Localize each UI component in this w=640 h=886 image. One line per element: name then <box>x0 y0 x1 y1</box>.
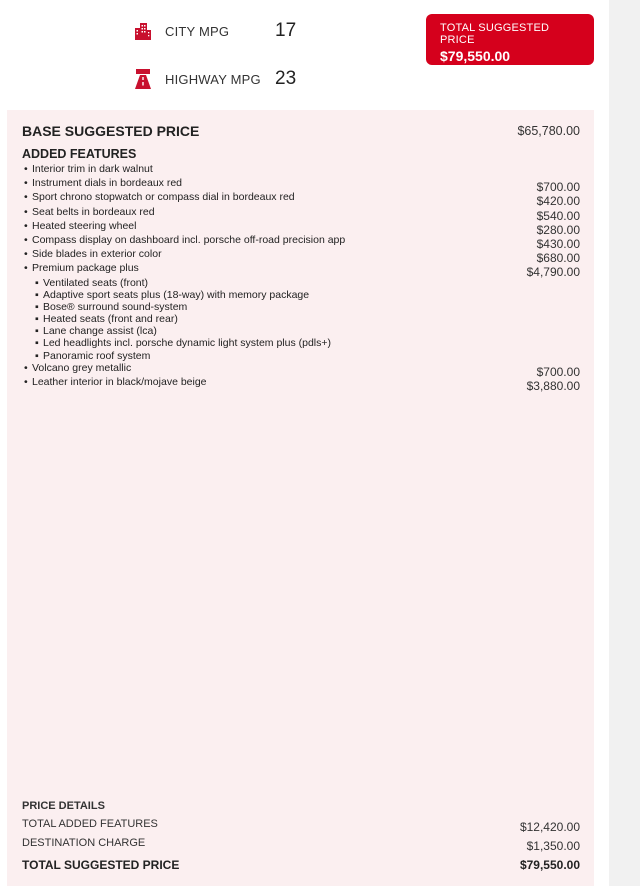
package-sub-item: ▪ Heated seats (front and rear) <box>35 313 178 326</box>
highway-mpg-label: HIGHWAY MPG <box>165 71 261 87</box>
bullet-icon: • <box>24 262 28 275</box>
bullet-icon: ▪ <box>35 349 39 362</box>
feature-item: • Heated steering wheel $280.00 <box>24 219 580 237</box>
bullet-icon: • <box>24 191 28 204</box>
total-added-features-row <box>22 818 580 834</box>
destination-charge-value: $1,350.00 <box>526 839 580 853</box>
highway-mpg-row <box>134 68 297 90</box>
bullet-icon: ▪ <box>35 300 39 313</box>
destination-charge-row <box>22 837 580 853</box>
bullet-icon: • <box>24 163 28 175</box>
feature-item: • Sport chrono stopwatch or compass dial in bordeaux red $420.00 <box>24 191 580 209</box>
price-details-title: PRICE DETAILS <box>22 800 105 812</box>
bullet-icon: ▪ <box>35 337 39 350</box>
package-sub-item: ▪ Led headlights incl. porsche dynamic light system plus (pdls+) <box>35 337 332 350</box>
bullet-icon: ▪ <box>35 276 39 289</box>
bullet-icon: • <box>24 248 28 261</box>
bullet-icon: ▪ <box>35 288 39 301</box>
added-features-list <box>22 163 580 393</box>
feature-item: • Premium package plus $4,790.00 <box>24 262 580 280</box>
package-sub-item: ▪ Bose® surround sound-system <box>35 300 188 313</box>
feature-item: • Leather interior in black/mojave beige $3,880.00 <box>24 376 580 393</box>
feature-item: • Compass display on dashboard incl. porsche off-road precision app $430.00 <box>24 233 580 251</box>
bullet-icon: ▪ <box>35 325 39 338</box>
base-price-label: BASE SUGGESTED PRICE <box>22 123 200 139</box>
feature-item: • Instrument dials in bordeaux red $700.00 <box>24 177 580 195</box>
bullet-icon: • <box>24 219 28 232</box>
city-buildings-icon <box>134 20 152 42</box>
total-badge-value: $79,550.00 <box>440 48 511 64</box>
total-added-features-value: $12,420.00 <box>519 820 580 834</box>
city-mpg-row <box>134 20 297 42</box>
bullet-icon: • <box>24 361 28 374</box>
bullet-icon: • <box>24 233 28 246</box>
added-features-title: ADDED FEATURES <box>22 147 137 161</box>
destination-charge-label: DESTINATION CHARGE <box>22 837 146 849</box>
total-added-features-label: TOTAL ADDED FEATURES <box>22 818 158 830</box>
highway-mpg-value: 23 <box>275 68 297 89</box>
package-sub-item: ▪ Panoramic roof system <box>35 349 151 362</box>
bullet-icon: ▪ <box>35 313 39 326</box>
bullet-icon: • <box>24 376 28 388</box>
price-summary-panel <box>7 110 594 886</box>
feature-item: • Volcano grey metallic $700.00 <box>24 361 580 379</box>
total-suggested-price-badge <box>426 14 594 65</box>
highway-road-icon <box>134 68 152 90</box>
feature-item: • Side blades in exterior color $680.00 <box>24 248 580 266</box>
feature-item: • Interior trim in dark walnut <box>24 163 153 175</box>
bullet-icon: • <box>24 205 28 218</box>
package-sub-item: ▪ Ventilated seats (front) <box>35 276 149 289</box>
base-price-value: $65,780.00 <box>517 124 580 138</box>
package-sub-item: ▪ Adaptive sport seats plus (18-way) with memory package <box>35 288 310 301</box>
total-suggested-price-row <box>22 858 580 872</box>
package-sub-item: ▪ Lane change assist (lca) <box>35 325 157 338</box>
total-suggested-price-value: $79,550.00 <box>519 858 580 872</box>
total-badge-label: TOTAL SUGGESTED PRICE <box>440 22 550 46</box>
city-mpg-value: 17 <box>275 20 297 41</box>
city-mpg-label: CITY MPG <box>165 23 230 39</box>
scrollbar-track[interactable] <box>609 0 640 886</box>
feature-item: • Seat belts in bordeaux red $540.00 <box>24 205 580 223</box>
total-suggested-price-label: TOTAL SUGGESTED PRICE <box>22 858 180 872</box>
bullet-icon: • <box>24 177 28 190</box>
